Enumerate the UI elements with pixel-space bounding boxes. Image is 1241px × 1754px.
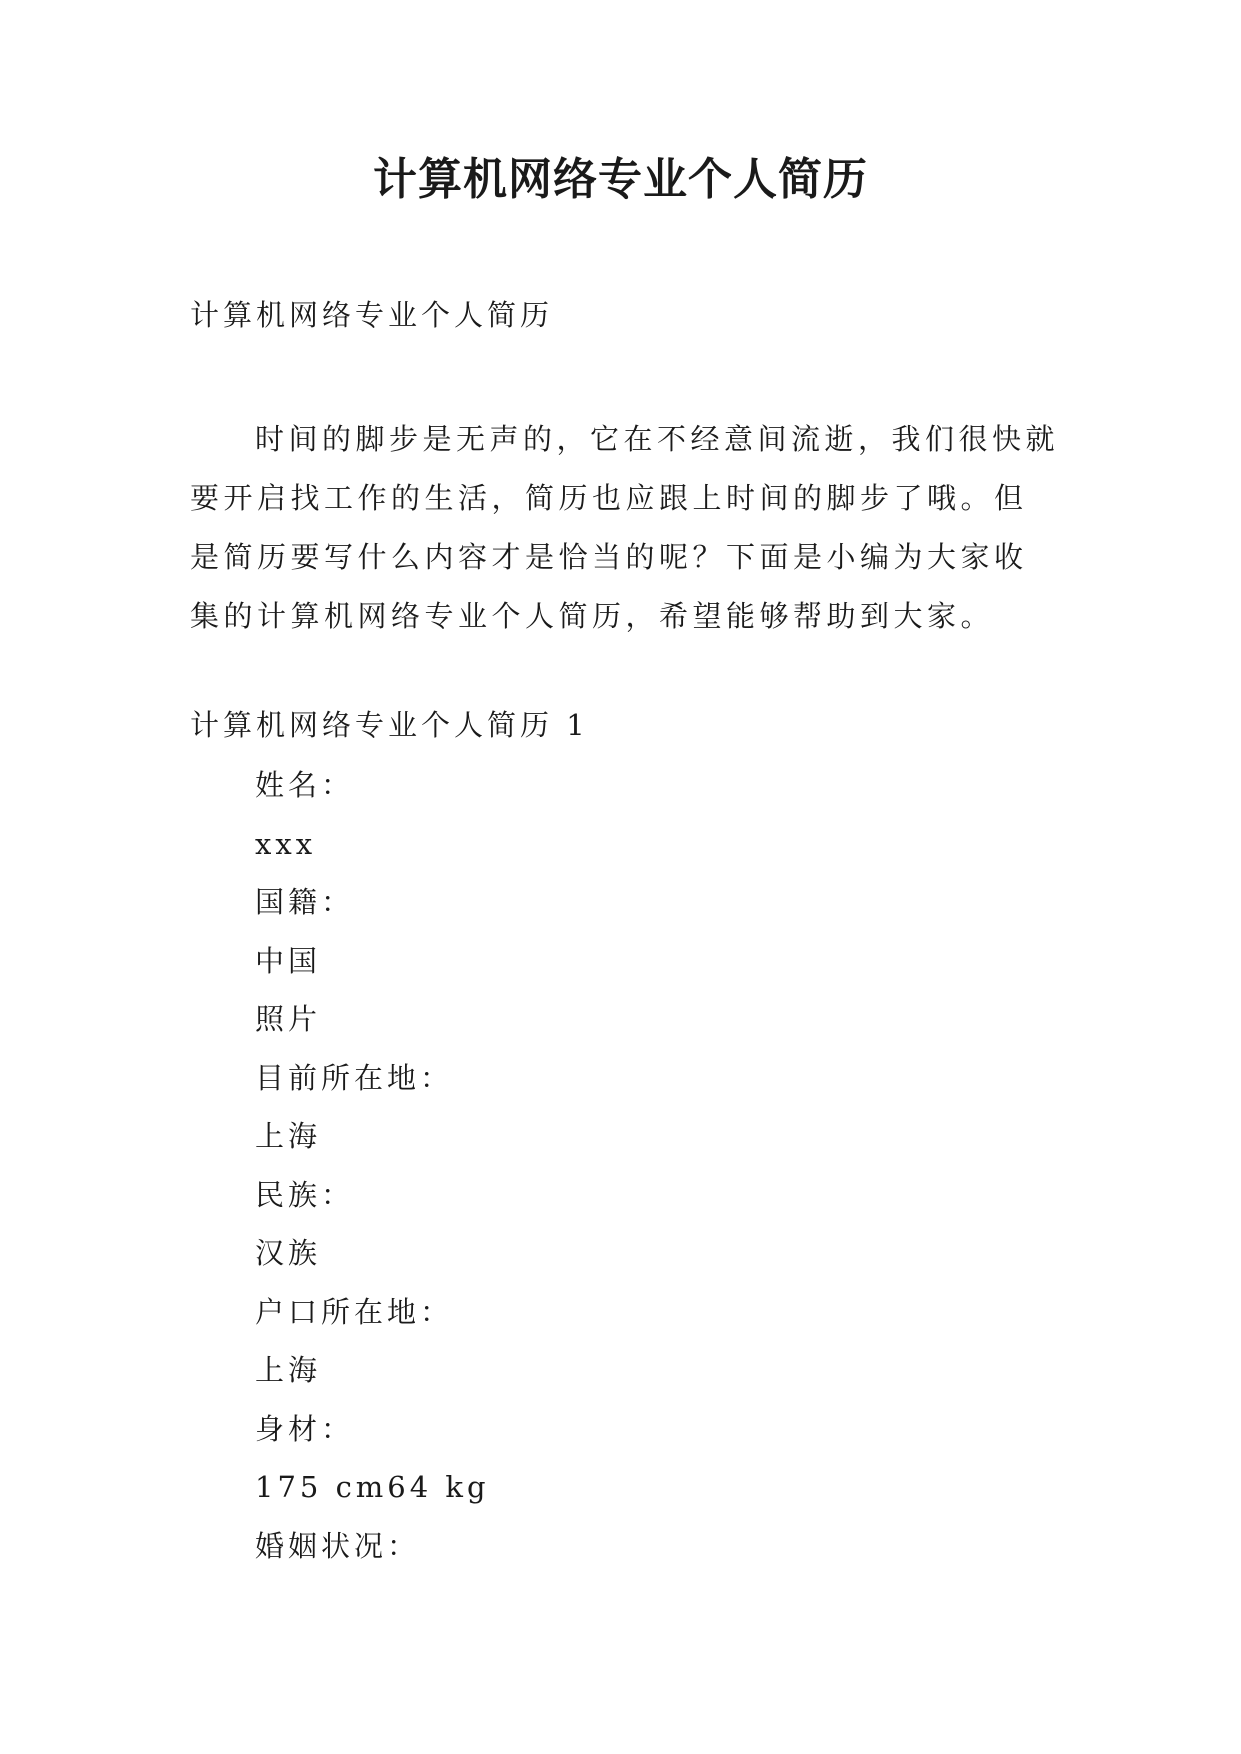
section-title: 计算机网络专业个人简历 1 [190,708,589,742]
field-value-name: xxx [255,826,317,861]
field-label-ethnicity: 民族： [255,1177,355,1212]
resume-field-list [255,765,490,1584]
document-title: 计算机网络专业个人简历 [373,154,868,205]
intro-paragraph: 时间的脚步是无声的，它在不经意间流逝，我们很快就要开启找工作的生活，简历也应跟上时间的脚步了哦。但是简历要写什么内容才是恰当的呢？下面是小编为大家收集的计算机网络专业个人简历，希望能够帮助到大家。 [190,422,1060,633]
field-value-current-location: 上海 [255,1119,322,1153]
field-label-nationality: 国籍： [255,885,355,919]
field-label-build: 身材： [255,1411,355,1446]
field-label-hukou-location: 户口所在地： [255,1294,454,1329]
field-value-build: 175 cm64 kg [255,1470,490,1504]
field-value-nationality: 中国 [255,943,322,978]
field-value-ethnicity: 汉族 [255,1236,322,1270]
field-value-hukou-location: 上海 [255,1353,322,1387]
field-label-name: 姓名： [255,768,355,802]
field-label-current-location: 目前所在地： [255,1060,454,1095]
field-label-marital-status: 婚姻状况： [255,1528,421,1563]
document-subtitle: 计算机网络专业个人简历 [190,298,554,332]
field-photo: 照片 [255,1002,322,1036]
